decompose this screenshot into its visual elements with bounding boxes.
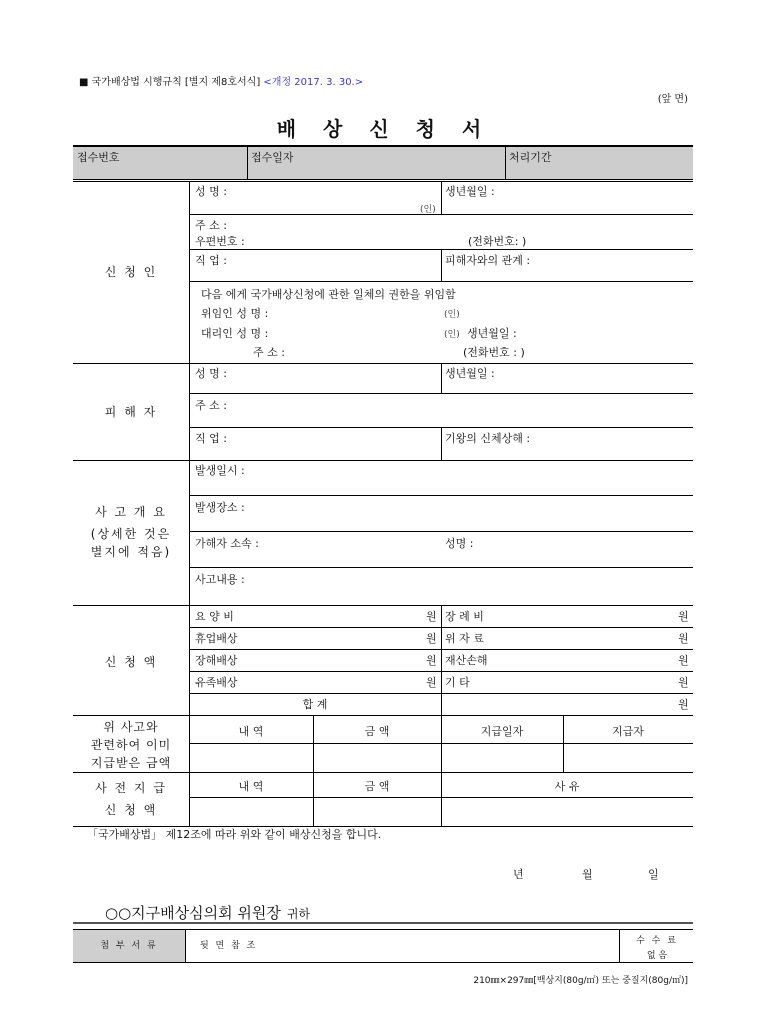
received-section-label-3: 지급받은 금액 xyxy=(90,756,172,770)
advance-reason-header: 사 유 xyxy=(554,780,580,793)
form-title: 배 상 신 청 서 xyxy=(276,117,492,141)
agent-seal: (인) xyxy=(444,330,460,340)
applicant-birth-field[interactable]: 생년월일 : xyxy=(445,185,495,198)
victim-address-field[interactable]: 주 소 : xyxy=(195,399,227,412)
received-date-header: 지급일자 xyxy=(480,725,524,738)
victim-name-field[interactable]: 성 명 : xyxy=(195,367,227,380)
victim-preexisting-injury-field[interactable]: 기왕의 신체상해 : xyxy=(445,432,531,445)
application-form xyxy=(73,145,693,827)
claim-section-label: 신 청 액 xyxy=(104,655,158,669)
revision-date: <개정 2017. 3. 30.> xyxy=(263,77,364,88)
agent-name-field[interactable]: 대리인 성 명 : xyxy=(201,327,269,340)
fee-label: 수 수 료 xyxy=(636,936,678,946)
reception-number-label: 접수번호 xyxy=(77,151,120,164)
committee-name: ○○지구배상심의회 위원장 xyxy=(105,904,281,922)
claim-unit: 원 xyxy=(426,632,437,645)
claim-unit: 원 xyxy=(426,676,437,689)
form-reference-text: ■ 국가배상법 시행규칙 [별지 제8호서식] xyxy=(79,77,261,88)
applicant-seal: (인) xyxy=(420,205,436,215)
received-payer-header: 지급자 xyxy=(612,725,644,738)
claim-property-label: 재산손해 xyxy=(445,654,488,667)
victim-job-field[interactable]: 직 업 : xyxy=(195,432,227,445)
perpetrator-affiliation-field[interactable]: 가해자 소속 : xyxy=(195,537,259,550)
advance-section-label-1: 사 전 지 급 xyxy=(95,781,167,795)
received-section-label-1: 위 사고와 xyxy=(103,720,159,734)
agent-address-field[interactable]: 주 소 : xyxy=(253,346,285,359)
claim-unit: 원 xyxy=(678,676,689,689)
claim-medical-label: 요 양 비 xyxy=(195,610,234,623)
agent-phone-field[interactable]: (전화번호 : ) xyxy=(463,346,525,359)
processing-period-label: 처리기간 xyxy=(509,151,552,164)
claim-funeral-label: 장 례 비 xyxy=(445,610,484,623)
claim-unit: 원 xyxy=(426,654,437,667)
page-side-label: (앞 면) xyxy=(657,94,688,105)
recipient-honorific: 귀하 xyxy=(286,907,311,921)
accident-datetime-field[interactable]: 발생일시 : xyxy=(195,464,245,477)
accident-section-label: 사 고 개 요 xyxy=(95,505,167,519)
claim-unit: 원 xyxy=(426,610,437,623)
delegator-seal: (인) xyxy=(444,310,460,320)
applicant-address-field[interactable]: 주 소 : xyxy=(195,219,227,232)
received-section-label-2: 관련하여 이미 xyxy=(90,738,172,752)
victim-relation-field[interactable]: 피해자와의 관계 : xyxy=(445,254,531,267)
reception-date-label: 접수일자 xyxy=(251,151,294,164)
applicant-postal-field[interactable]: 우편번호 : xyxy=(195,235,245,248)
date-month[interactable]: 월 xyxy=(582,868,593,881)
applicant-name-field[interactable]: 성 명 : xyxy=(195,185,227,198)
advance-amount-header: 금 액 xyxy=(364,780,390,793)
advance-section-label-2: 신 청 액 xyxy=(104,803,158,817)
victim-birth-field[interactable]: 생년월일 : xyxy=(445,367,495,380)
claim-unit: 원 xyxy=(678,632,689,645)
accident-place-field[interactable]: 발생장소 : xyxy=(195,501,245,514)
claim-other-label: 기 타 xyxy=(445,676,470,689)
committee-underline xyxy=(73,922,693,924)
claim-bereaved-label: 유족배상 xyxy=(195,676,238,689)
claim-disability-label: 장해배상 xyxy=(195,654,238,667)
advance-detail-header: 내 역 xyxy=(238,780,264,793)
date-day[interactable]: 일 xyxy=(648,868,659,881)
application-statement: 「국가배상법」 제12조에 따라 위와 같이 배상신청을 합니다. xyxy=(87,828,382,841)
attachment-label: 첨 부 서 류 xyxy=(73,930,186,962)
recipient-line xyxy=(105,902,310,923)
fee-cell xyxy=(619,930,694,962)
attachment-value: 뒷 면 참 조 xyxy=(186,930,619,962)
fee-value: 없 음 xyxy=(646,951,668,961)
accident-content-field[interactable]: 사고내용 : xyxy=(195,573,245,586)
applicant-job-field[interactable]: 직 업 : xyxy=(195,254,227,267)
claim-unit: 원 xyxy=(678,654,689,667)
accident-section-note-1: (상세한 것은 xyxy=(90,527,172,541)
received-detail-header: 내 역 xyxy=(238,725,264,738)
form-reference xyxy=(79,73,363,88)
received-amount-header: 금 액 xyxy=(364,725,390,738)
claim-unit: 원 xyxy=(678,610,689,623)
applicant-section-label: 신 청 인 xyxy=(104,265,158,279)
claim-total-label: 합 계 xyxy=(302,698,328,711)
attachment-row xyxy=(73,929,693,963)
date-year[interactable]: 년 xyxy=(513,868,524,881)
applicant-phone-field[interactable]: (전화번호: ) xyxy=(468,235,527,248)
paper-spec: 210㎜×297㎜[백상지(80g/㎡) 또는 중질지(80g/㎡)] xyxy=(473,976,688,986)
perpetrator-name-field[interactable]: 성명 : xyxy=(445,537,474,550)
agent-birth-field[interactable]: 생년월일 : xyxy=(467,327,517,340)
victim-section-label: 피 해 자 xyxy=(104,405,158,419)
reception-band xyxy=(73,145,693,179)
claim-total-unit: 원 xyxy=(678,698,689,711)
claim-consolation-label: 위 자 료 xyxy=(445,632,484,645)
accident-section-note-2: 별지에 적음) xyxy=(90,545,172,559)
delegation-statement: 다음 에게 국가배상신청에 관한 일체의 권한을 위임함 xyxy=(201,288,456,301)
delegator-name-field[interactable]: 위임인 성 명 : xyxy=(201,307,269,320)
claim-lost-income-label: 휴업배상 xyxy=(195,632,238,645)
